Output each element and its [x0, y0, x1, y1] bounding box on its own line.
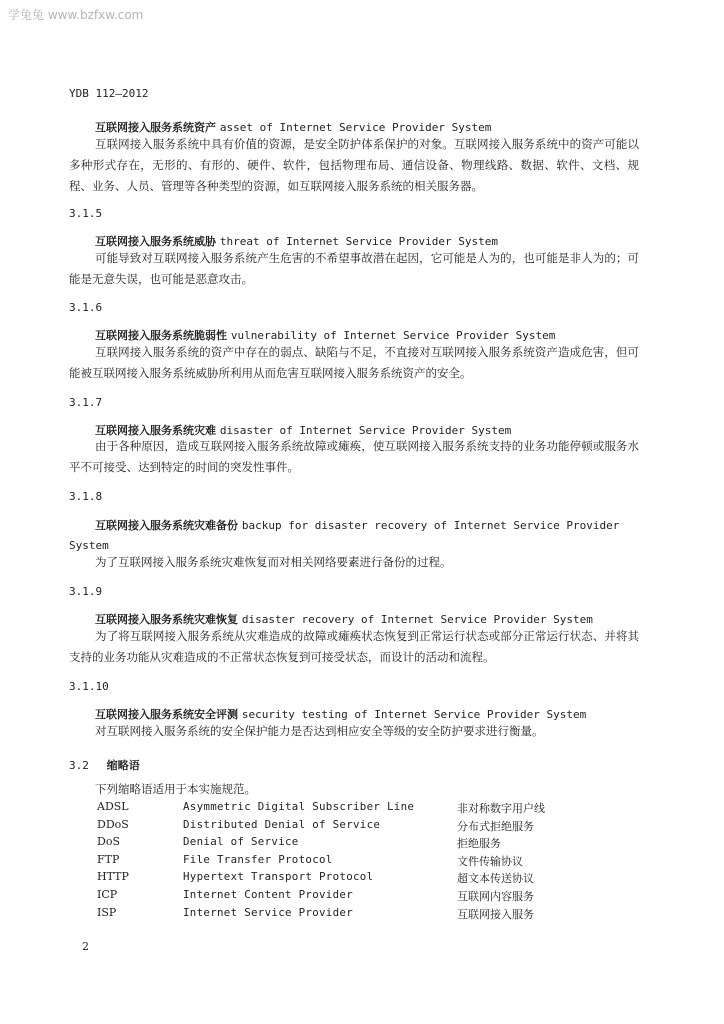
term-cn: 互联网接入服务系统灾难	[95, 424, 216, 437]
term-heading	[95, 611, 593, 627]
term-en: disaster of Internet Service Provider System	[219, 424, 512, 437]
term-heading	[69, 516, 639, 556]
abbr-full: Hypertext Transport Protocol	[183, 870, 374, 884]
page-number: 2	[82, 940, 89, 953]
term-en: security testing of Internet Service Provider System	[241, 708, 587, 721]
section-number: 3.2	[69, 759, 89, 772]
abbr-code: FTP	[97, 852, 120, 866]
abbr-full: Internet Content Provider	[183, 887, 354, 901]
term-definition: 为了互联网接入服务系统灾难恢复而对相关网络要素进行备份的过程。	[95, 555, 452, 569]
abbr-cn: 互联网接入服务	[457, 907, 534, 921]
abbr-code: ISP	[97, 905, 117, 919]
term-definition: 互联网接入服务系统的资产中存在的弱点、缺陷与不足，不直接对互联网接入服务系统资产造成危害，但可能被互联网接入服务系统威胁所利用从而危害互联网接入服务系统资产的安全。	[69, 345, 639, 380]
section-title: 缩略语	[106, 759, 140, 772]
term-cn: 互联网接入服务系统安全评测	[95, 708, 238, 721]
abbr-code: DDoS	[97, 817, 129, 831]
abbr-code: ICP	[97, 887, 118, 901]
clause-number: 3.1.8	[69, 490, 103, 503]
abbr-full: File Transfer Protocol	[183, 852, 333, 866]
term-en: disaster recovery of Internet Service Provider System	[241, 613, 593, 626]
clause-number: 3.1.5	[69, 207, 103, 220]
abbr-full: Distributed Denial of Service	[183, 817, 381, 831]
term-heading	[95, 119, 491, 135]
term-cn: 互联网接入服务系统资产	[95, 121, 216, 134]
term-definition: 为了将互联网接入服务系统从灾难造成的故障或瘫痪状态恢复到正常运行状态或部分正常运行状态、并将其支持的业务功能从灾难造成的不正常状态恢复到可接受状态，而设计的活动和流程。	[69, 629, 639, 664]
abbr-cn: 拒绝服务	[457, 837, 501, 851]
abbr-cn: 超文本传送协议	[457, 872, 534, 886]
abbr-full: Denial of Service	[183, 835, 299, 849]
clause-number: 3.1.6	[69, 301, 103, 314]
term-heading	[95, 327, 555, 343]
term-heading	[95, 706, 586, 722]
term-en: threat of Internet Service Provider System	[219, 235, 498, 248]
document-header: YDB 112—2012	[69, 87, 149, 100]
clause-number: 3.1.10	[69, 680, 109, 693]
term-en: backup for disaster recovery of Internet Service Provider System	[69, 519, 620, 552]
term-cn: 互联网接入服务系统灾难恢复	[95, 613, 238, 626]
abbr-cn: 非对称数字用户线	[457, 802, 545, 815]
abbr-cn: 分布式拒绝服务	[457, 819, 534, 833]
term-definition: 可能导致对互联网接入服务系统产生危害的不希望事故潜在起因，它可能是人为的，也可能是非人为的；可能是无意失误，也可能是恶意攻击。	[69, 251, 639, 286]
abbr-full: Asymmetric Digital Subscriber Line	[183, 800, 415, 813]
abbr-code: DoS	[97, 835, 120, 849]
term-en: vulnerability of Internet Service Provider System	[230, 329, 556, 342]
abbr-cn: 互联网内容服务	[457, 889, 534, 903]
clause-number: 3.1.9	[69, 585, 103, 598]
term-cn: 互联网接入服务系统脆弱性	[95, 329, 227, 342]
abbr-code: HTTP	[97, 870, 129, 884]
term-heading	[95, 233, 498, 249]
term-cn: 互联网接入服务系统灾难备份	[95, 519, 238, 532]
term-en: asset of Internet Service Provider System	[219, 121, 492, 134]
abbr-cn: 文件传输协议	[457, 854, 523, 868]
term-cn: 互联网接入服务系统威胁	[95, 235, 216, 248]
term-definition: 由于各种原因，造成互联网接入服务系统故障或瘫痪，使互联网接入服务系统支持的业务功能停顿或服务水平不可接受、达到特定的时间的突发性事件。	[69, 439, 639, 474]
section-heading	[69, 757, 140, 773]
section-intro: 下列缩略语适用于本实施规范。	[95, 782, 256, 796]
term-definition: 互联网接入服务系统中具有价值的资源，是安全防护体系保护的对象。互联网接入服务系统中的资产可能以多种形式存在，无形的、有形的、硬件、软件，包括物理布局、通信设备、物理线路、数据、软件、文档、规程、业务、人员、管理等各种类型的资源，如互联网接入服务系统的相关服务器。	[69, 137, 639, 193]
abbr-full: Internet Service Provider	[183, 905, 354, 919]
watermark: 学兔兔 www.bzfxw.com	[8, 8, 144, 22]
abbr-code: ADSL	[97, 800, 129, 813]
clause-number: 3.1.7	[69, 396, 103, 409]
term-definition: 对互联网接入服务系统的安全保护能力是否达到相应安全等级的安全防护要求进行衡量。	[95, 724, 544, 738]
